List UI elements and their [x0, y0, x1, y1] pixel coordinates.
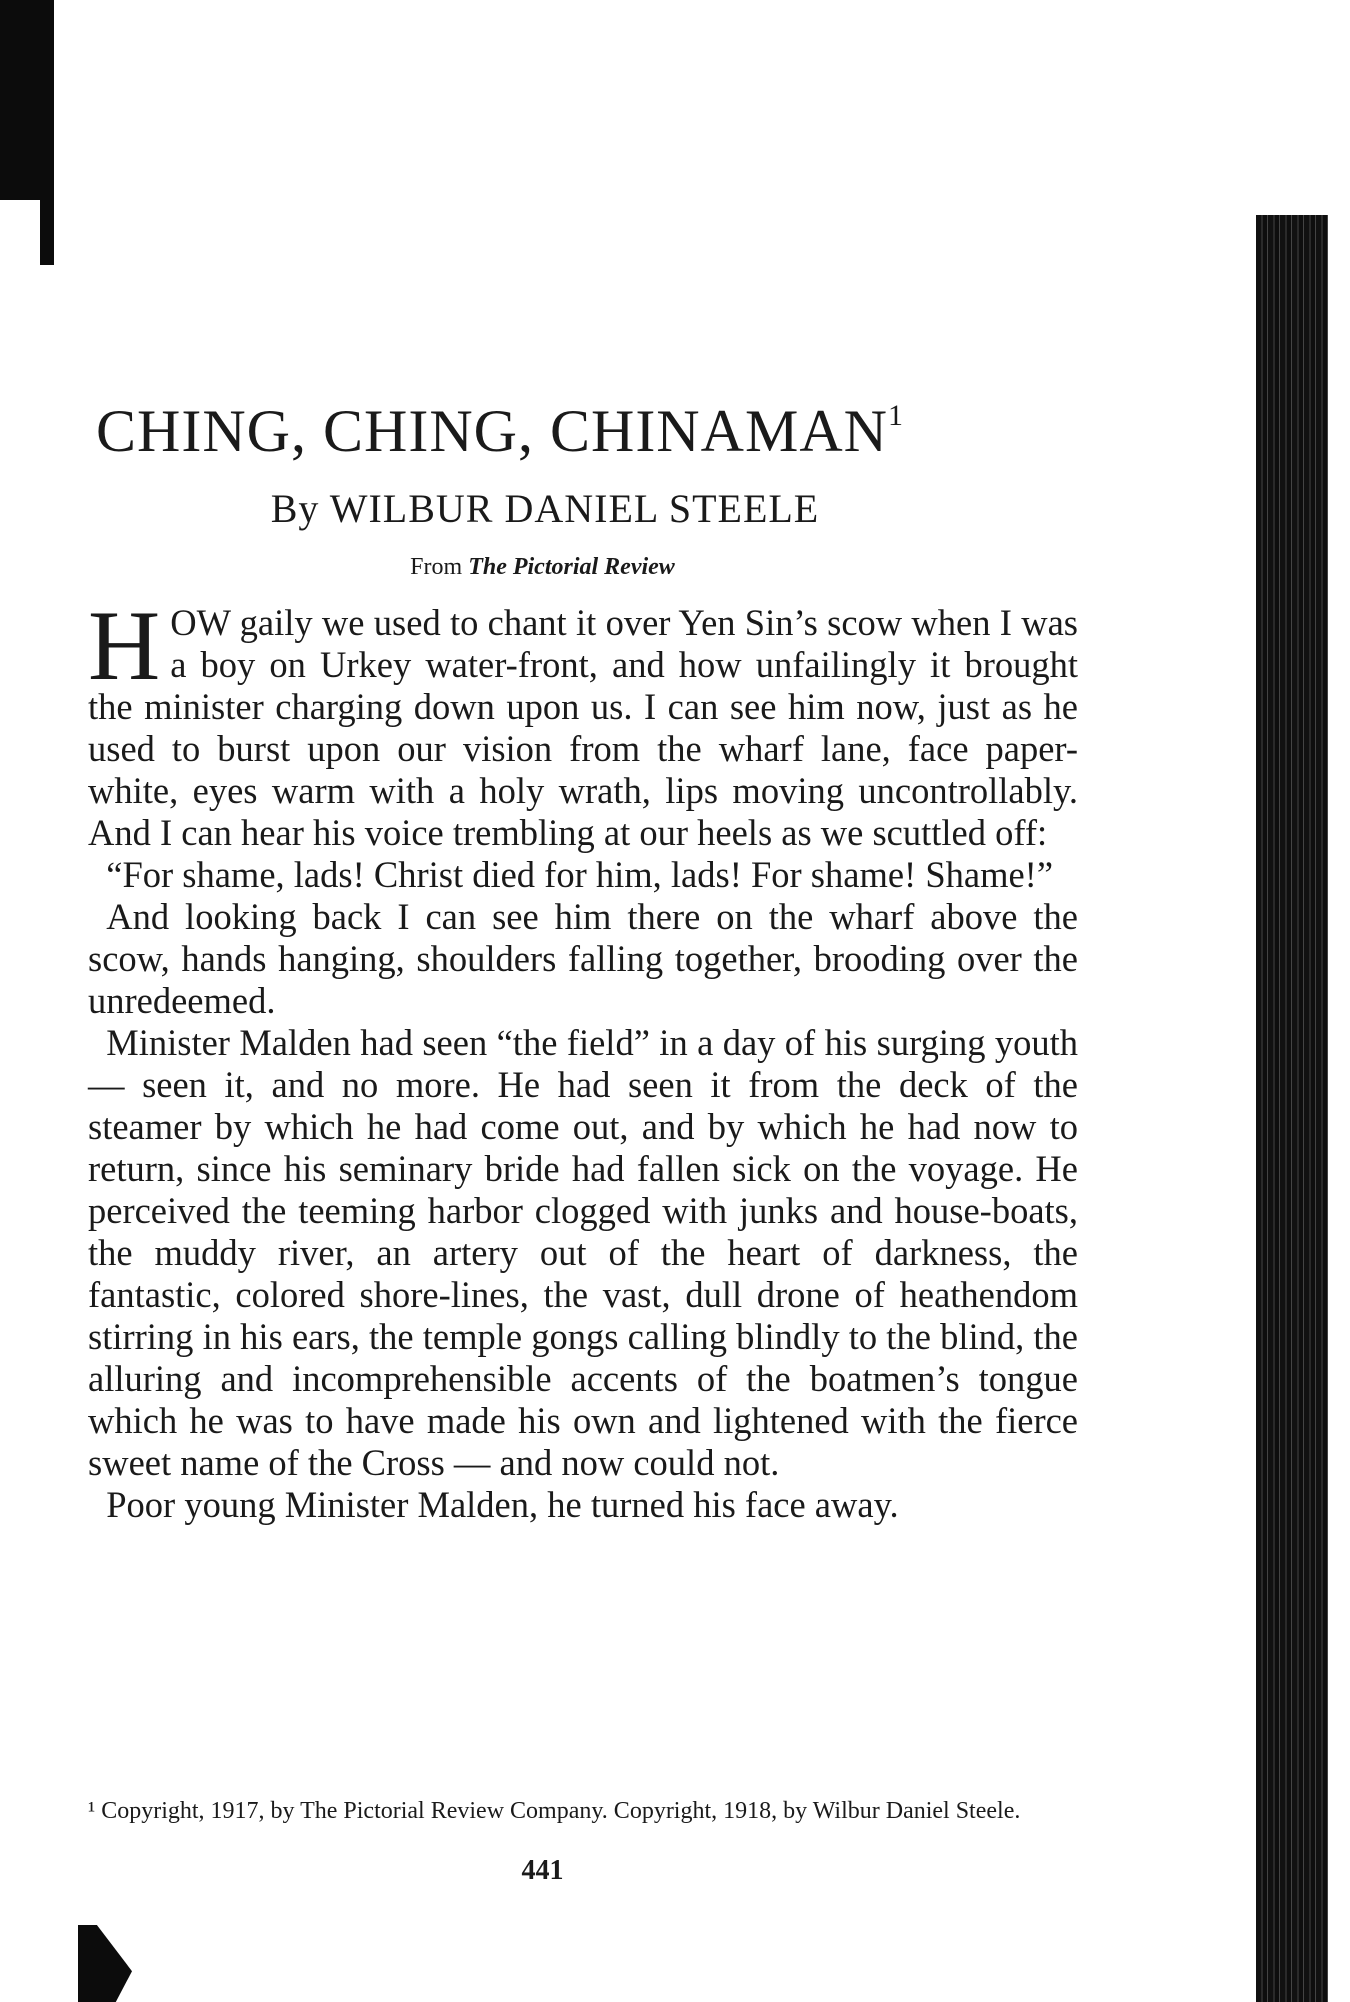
title-footnote-marker: 1 [887, 399, 904, 432]
article-body [88, 590, 1078, 1526]
scan-mark-right-edge [1256, 215, 1328, 2002]
page-number: 441 [521, 1855, 564, 1886]
source-name: The Pictorial Review [468, 554, 675, 580]
scan-mark-bottom-left [78, 1925, 132, 2002]
scan-mark-top-left [0, 0, 54, 200]
scan-mark-top-left-tail [40, 195, 54, 265]
article-byline: By WILBUR DANIEL STEELE [270, 486, 820, 531]
article-title [96, 380, 1096, 467]
paragraph-1-text: OW gaily we used to chant it over Yen Sin’s scow when I was a boy on Urkey water-front, and how unfailingly it brought the minister charging down upon us. I can see him now, just as he used to burst upon our vision from the wharf lane, face paper-white, eyes warm with a holy wrath, lips moving uncontrollably. And I can hear his voice trembling at our heels as we scuttled off: [88, 602, 1078, 853]
paragraph-5: Poor young Minister Malden, he turned his face away. [106, 1484, 899, 1525]
source-prefix: From [410, 554, 463, 580]
drop-cap: H [88, 590, 161, 701]
copyright-footnote: ¹ Copyright, 1917, by The Pictorial Review Company. Copyright, 1918, by Wilbur Daniel Steele. [88, 1798, 1021, 1824]
article-title-text: CHING, CHING, CHINAMAN [96, 398, 888, 464]
article-source [0, 552, 1085, 582]
paragraph-3: And looking back I can see him there on the wharf above the scow, hands hanging, shoulders falling together, brooding over the unredeemed. [88, 896, 1078, 1021]
paragraph-2: “For shame, lads! Christ died for him, lads! For shame! Shame!” [106, 854, 1054, 895]
paragraph-1 [88, 590, 1078, 854]
paragraph-4: Minister Malden had seen “the field” in a day of his surging youth — seen it, and no more. He had seen it from the deck of the steamer by which he had come out, and by which he had now to return, since his seminary bride had fallen sick on the voyage. He perceived the teeming harbor clogged with junks and house-boats, the muddy river, an artery out of the heart of darkness, the fantastic, colored shore-lines, the vast, dull drone of heathendom stirring in his ears, the temple gongs calling blindly to the blind, the alluring and incomprehensible accents of the boatmen’s tongue which he was to have made his own and lightened with the fierce sweet name of the Cross — and now could not. [88, 1022, 1078, 1483]
